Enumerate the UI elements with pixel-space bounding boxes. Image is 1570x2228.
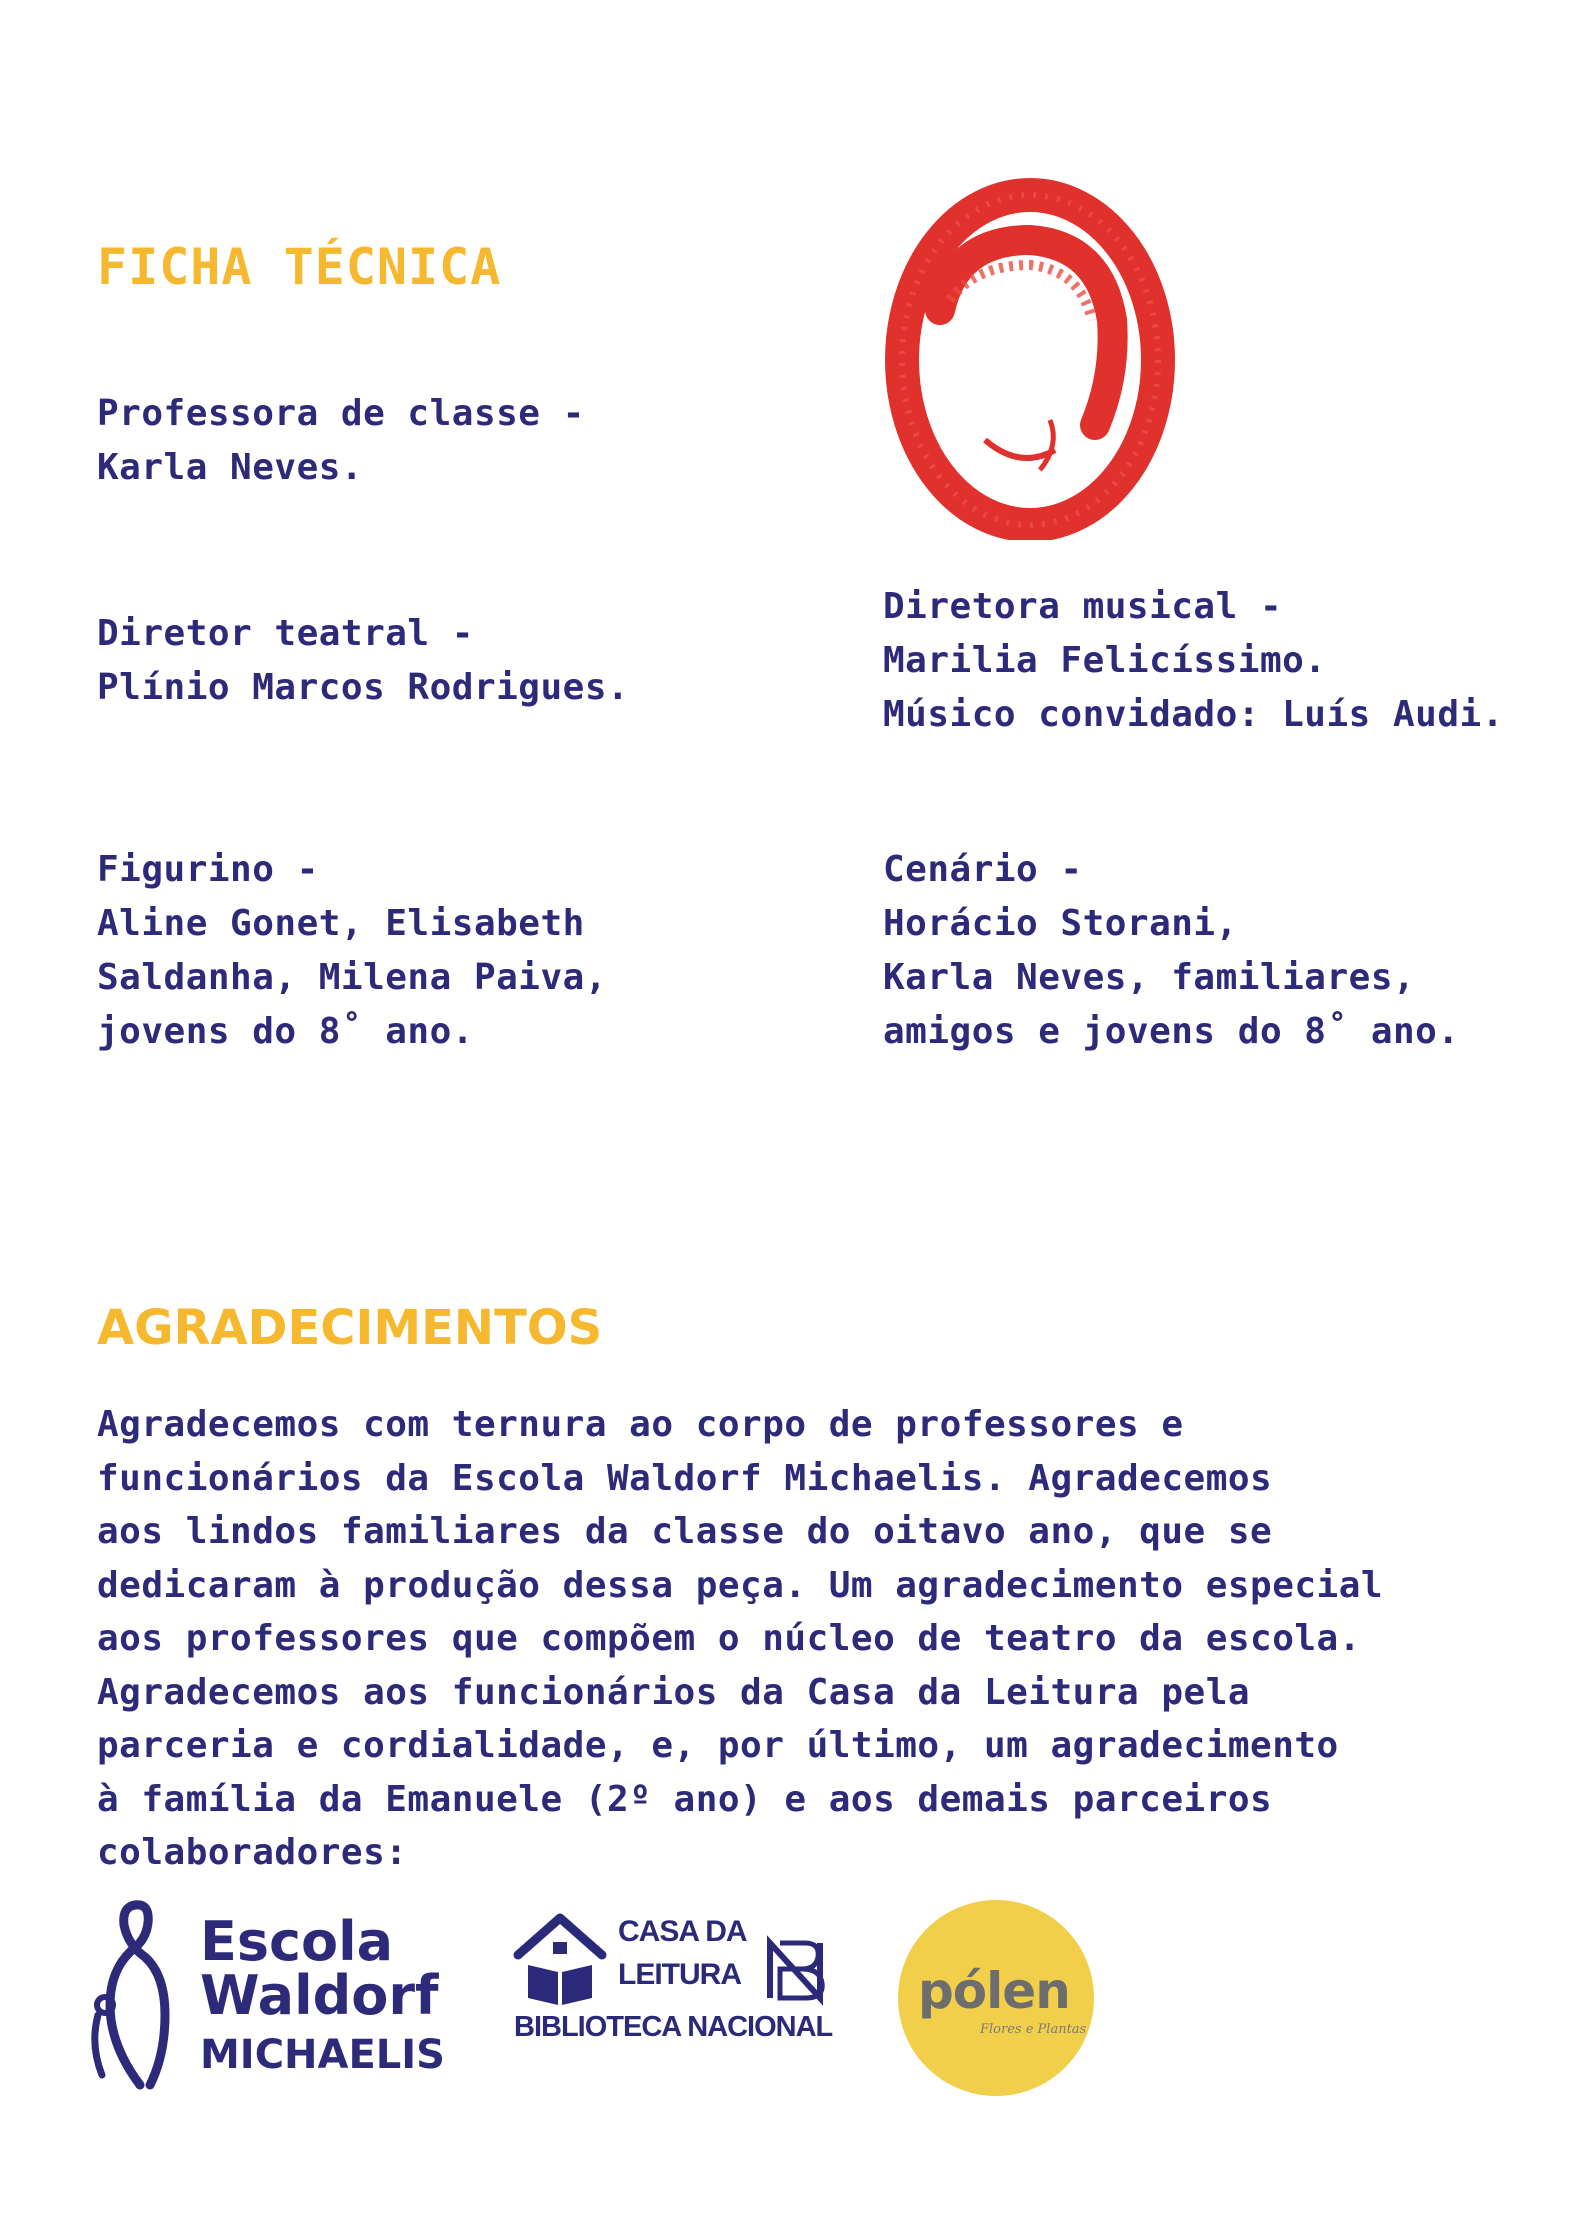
agradecimentos-paragraph [97, 1398, 1383, 1880]
credit-diretor-teatral [97, 607, 629, 715]
biblioteca-monogram-icon [760, 1933, 835, 2008]
polen-logo [898, 1900, 1094, 2096]
credit-role: Diretora musical - [883, 586, 1283, 627]
credit-cenario [883, 843, 1460, 1059]
escola-line1: Escola [200, 1910, 394, 1973]
credit-line: Aline Gonet, Elisabeth [97, 903, 585, 944]
casa-da-leitura-logo [510, 1905, 850, 2075]
credit-line: Horácio Storani, [883, 903, 1238, 944]
paragraph-line: Agradecemos aos funcionários da Casa da Leitura pela [97, 1671, 1251, 1713]
credit-line: Saldanha, Milena Paiva, [97, 957, 607, 998]
casa-line2: LEITURA [618, 1958, 741, 1991]
credit-line: jovens do 8˚ ano. [97, 1011, 474, 1052]
escola-line3: MICHAELIS [200, 2032, 445, 2078]
credit-extra: Músico convidado: Luís Audi. [883, 694, 1504, 735]
credit-role: Diretor teatral - [97, 613, 474, 654]
paragraph-line: colaboradores: [97, 1832, 408, 1873]
credit-name: Karla Neves. [97, 447, 364, 488]
waldorf-figure-icon [80, 1895, 190, 2095]
paragraph-line: dedicaram à produção dessa peça. Um agradecimento especial [97, 1564, 1384, 1606]
escola-line2: Waldorf [200, 1964, 439, 2027]
credit-role: Figurino - [97, 849, 319, 890]
paragraph-line: aos lindos familiares da classe do oitavo ano, que se [97, 1511, 1273, 1552]
paragraph-line: funcionários da Escola Waldorf Michaelis. Agradecemos [97, 1457, 1273, 1499]
casa-line1: CASA DA [618, 1915, 747, 1948]
credit-name: Plínio Marcos Rodrigues. [97, 667, 630, 708]
ficha-tecnica-title: FICHA TÉCNICA [97, 238, 502, 296]
credit-role: Professora de classe - [97, 393, 585, 434]
credit-line: Karla Neves, familiares, [883, 957, 1416, 998]
casa-line3: BIBLIOTECA NACIONAL [514, 2011, 833, 2043]
paragraph-line: à família da Emanuele (2º ano) e aos demais parceiros [97, 1778, 1273, 1820]
credit-line: amigos e jovens do 8˚ ano. [883, 1011, 1460, 1052]
credit-professora [97, 387, 585, 495]
credit-figurino [97, 843, 607, 1059]
polen-subtitle: Flores e Plantas [980, 2022, 1087, 2037]
theatre-emblem-icon [880, 170, 1180, 540]
agradecimentos-title: AGRADECIMENTOS [97, 1300, 603, 1356]
credit-name: Marilia Felicíssimo. [883, 640, 1327, 681]
paragraph-line: aos professores que compõem o núcleo de teatro da escola. [97, 1618, 1361, 1659]
credit-role: Cenário - [883, 849, 1083, 890]
escola-waldorf-logo [80, 1895, 445, 2095]
polen-word: pólen [918, 1962, 1070, 2020]
paragraph-line: Agradecemos com ternura ao corpo de professores e [97, 1404, 1184, 1445]
house-book-icon [510, 1910, 610, 2010]
paragraph-line: parceria e cordialidade, e, por último, um agradecimento [97, 1725, 1339, 1766]
credit-diretora-musical [883, 580, 1504, 742]
